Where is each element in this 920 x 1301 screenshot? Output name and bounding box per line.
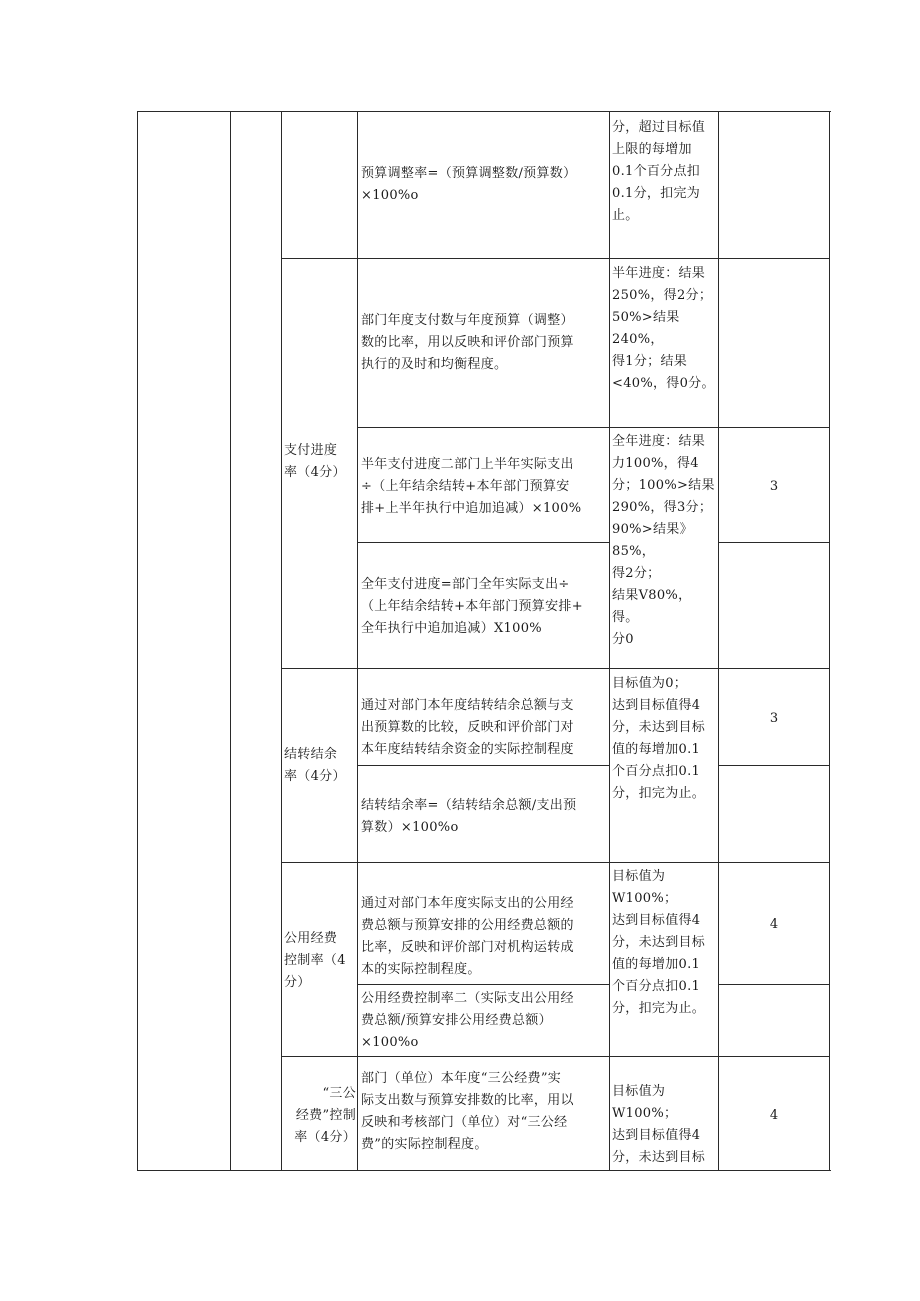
row-divider	[357, 765, 610, 766]
row-divider	[357, 542, 610, 543]
payment-progress-definition: 部门年度支付数与年度预算（调整） 数的比率，用以反映和评价部门预算 执行的及时和均衡程度。	[361, 313, 574, 372]
full-year-formula: 全年支付进度=部门全年实际支出÷ （上年结余结转+本年部门预算安排+ 全年执行中追加追减）X100%	[361, 577, 583, 636]
table-left-border	[137, 111, 138, 1171]
column-divider-5	[718, 111, 719, 1171]
row-divider	[718, 542, 830, 543]
column-divider-3	[357, 111, 358, 1171]
three-public-definition: 部门（单位）本年度“三公经费”实 际支出数与预算安排数的比率，用以 反映和考核部门（单位）对“三公经 费”的实际控制程度。	[361, 1071, 574, 1152]
row-divider	[281, 862, 830, 863]
column-divider-2	[281, 111, 282, 1171]
row-divider	[718, 984, 830, 985]
row-divider	[281, 1056, 830, 1057]
column-divider-4	[609, 111, 610, 1171]
three-public-criteria: 目标值为W100%； 达到目标值得4 分，未达到目标	[612, 1084, 706, 1165]
budget-adjust-formula: 预算调整率=（预算调整数/预算数）×100%o	[361, 166, 577, 203]
table-top-border	[137, 111, 831, 112]
column-divider-1	[230, 111, 231, 1171]
table-right-border	[829, 111, 830, 1171]
half-year-formula: 半年支付进度二部门上半年实际支出 ÷（上年结余结转+本年部门预算安 排+上半年执行中追加追减）×100%	[361, 457, 582, 516]
carryover-indicator: 结转结余 率（4分）	[284, 747, 346, 784]
row-divider	[357, 427, 830, 428]
row-divider	[718, 765, 830, 766]
half-year-criteria: 半年进度：结果 250%，得2分； 50%>结果240%， 得1分；结果 <40%，得0分。	[612, 266, 715, 391]
row-divider	[281, 258, 830, 259]
full-year-criteria: 全年进度：结果 力100%，得4 分；100%>结果 290%，得3分； 90%>结果》85%， 得2分； 结果V80%，得。 分0	[612, 434, 715, 647]
public-expense-definition: 通过对部门本年度实际支出的公用经 费总额与预算安排的公用经费总额的 比率，反映和评价部门对机构运转成 本的实际控制程度。	[361, 896, 574, 977]
table-bottom-border	[137, 1170, 831, 1171]
carryover-score: 3	[769, 711, 779, 726]
carryover-definition: 通过对部门本年度结转结余总额与支 出预算数的比较，反映和评价部门对 本年度结转结余资金的实际控制程度	[361, 698, 574, 757]
three-public-indicator: “三公 经费”控制 率（4分）	[294, 1086, 356, 1145]
carryover-formula: 结转结余率=（结转结余总额/支出预 算数）×100%o	[361, 798, 577, 835]
row-divider	[281, 668, 830, 669]
payment-progress-score: 3	[769, 479, 779, 494]
budget-adjust-criteria: 分，超过目标值 上限的每增加 0.1个百分点扣 0.1分，扣完为 止。	[612, 120, 706, 223]
public-expense-indicator: 公用经费 控制率（4 分）	[284, 931, 346, 990]
public-expense-formula: 公用经费控制率二（实际支出公用经 费总额/预算安排公用经费总额） ×100%o	[361, 991, 574, 1050]
three-public-score: 4	[769, 1108, 779, 1123]
carryover-criteria: 目标值为0； 达到目标值得4 分，未达到目标 值的每增加0.1 个百分点扣0.1 分，扣完为止。	[612, 676, 706, 801]
row-divider	[357, 984, 610, 985]
public-expense-score: 4	[769, 917, 779, 932]
payment-progress-indicator: 支付进度 率（4分）	[284, 443, 346, 480]
public-expense-criteria: 目标值为W100%； 达到目标值得4 分，未达到目标 值的每增加0.1 个百分点扣0.1 分，扣完为止。	[612, 869, 706, 1016]
